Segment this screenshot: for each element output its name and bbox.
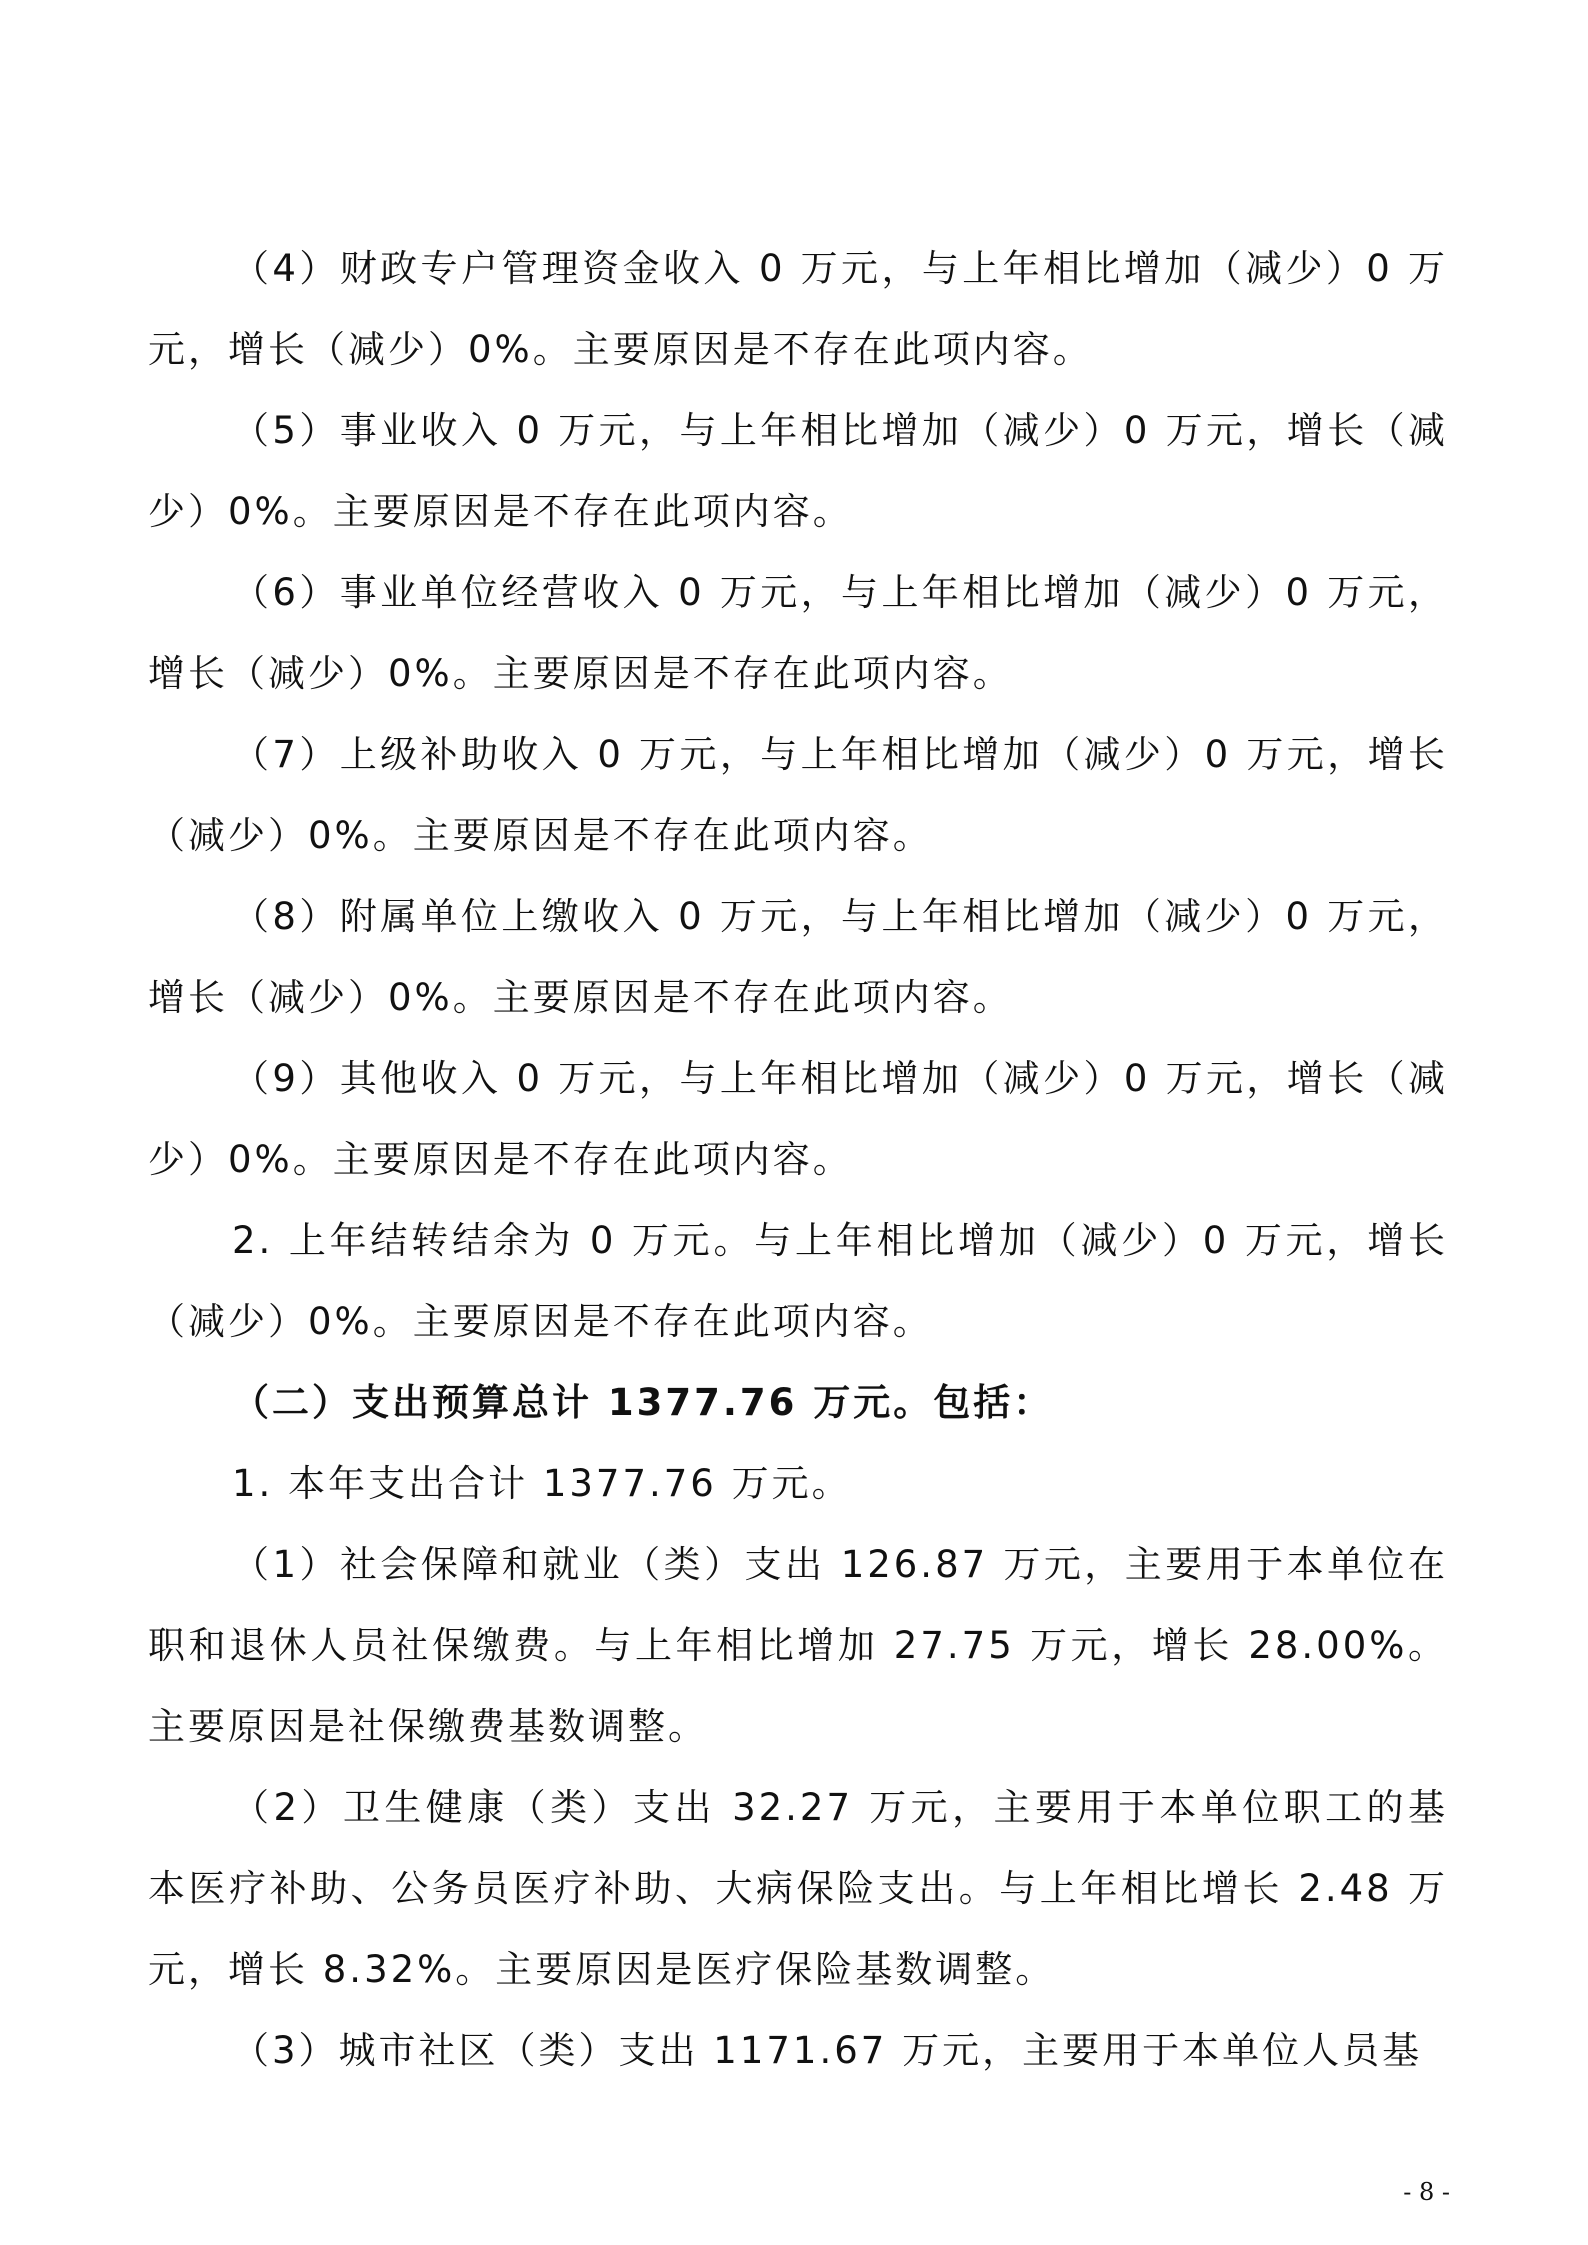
paragraph-operating-income: （6）事业单位经营收入 0 万元，与上年相比增加（减少）0 万元，增长（减少）0%。主要原因是不存在此项内容。: [148, 571, 1448, 695]
paragraph-social-security-expenditure: （1）社会保障和就业（类）支出 126.87 万元，主要用于本单位在职和退休人员社保缴费。与上年相比增加 27.75 万元，增长 28.00%。主要原因是社保缴费基数调整。: [148, 1543, 1448, 1748]
paragraph-annual-expenditure-total: 1. 本年支出合计 1377.76 万元。: [232, 1462, 852, 1505]
paragraph-other-income: （9）其他收入 0 万元，与上年相比增加（减少）0 万元，增长（减少）0%。主要原因是不存在此项内容。: [148, 1057, 1448, 1181]
paragraph-fiscal-account-income: （4）财政专户管理资金收入 0 万元，与上年相比增加（减少）0 万元，增长（减少）0%。主要原因是不存在此项内容。: [148, 247, 1448, 371]
page-number: - 8 -: [1403, 2178, 1450, 2206]
paragraph-carryover-balance: 2. 上年结转结余为 0 万元。与上年相比增加（减少）0 万元，增长（减少）0%。主要原因是不存在此项内容。: [148, 1219, 1448, 1343]
paragraph-business-income: （5）事业收入 0 万元，与上年相比增加（减少）0 万元，增长（减少）0%。主要原因是不存在此项内容。: [148, 409, 1448, 533]
paragraph-superior-subsidy-income: （7）上级补助收入 0 万元，与上年相比增加（减少）0 万元，增长（减少）0%。主要原因是不存在此项内容。: [148, 733, 1448, 857]
paragraph-urban-community-expenditure: （3）城市社区（类）支出 1171.67 万元，主要用于本单位人员基: [232, 2029, 1423, 2072]
document-body: [148, 228, 1448, 2091]
paragraph-affiliate-remittance-income: （8）附属单位上缴收入 0 万元，与上年相比增加（减少）0 万元，增长（减少）0%。主要原因是不存在此项内容。: [148, 895, 1448, 1019]
paragraph-health-expenditure: （2）卫生健康（类）支出 32.27 万元，主要用于本单位职工的基本医疗补助、公务员医疗补助、大病保险支出。与上年相比增长 2.48 万元，增长 8.32%。主要原因是医疗保险基数调整。: [148, 1786, 1448, 1991]
section-heading-expenditure-budget: （二）支出预算总计 1377.76 万元。包括：: [232, 1381, 1054, 1424]
